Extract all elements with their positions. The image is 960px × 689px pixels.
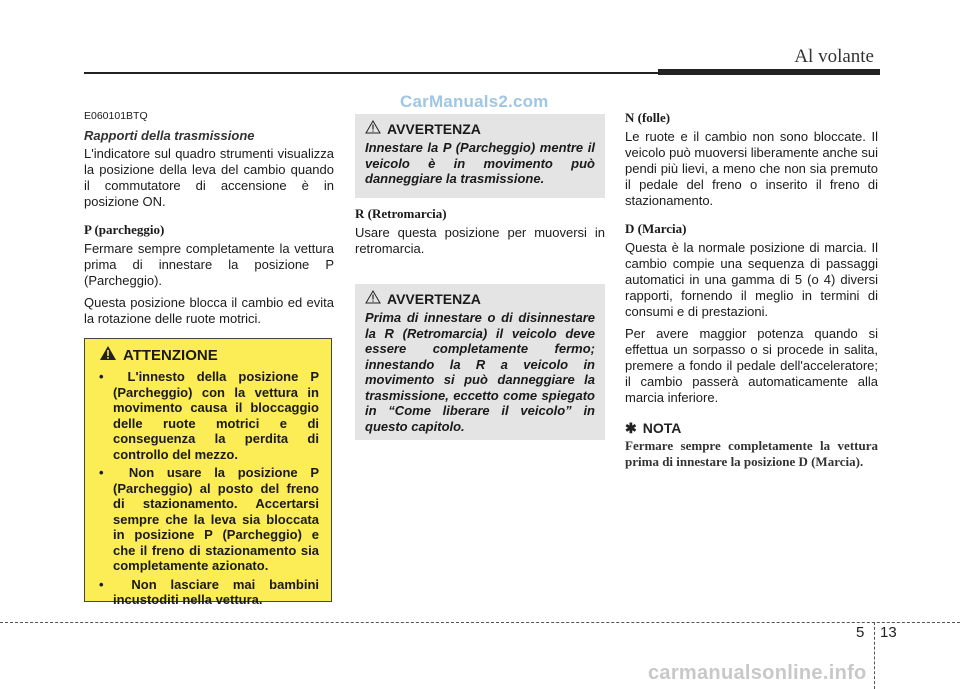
caution-list <box>99 369 319 608</box>
watermark-logo: CarManuals2.com <box>400 92 549 111</box>
caution-item: • L'innesto della posizione P (Parcheggio) con la vettura in movimento causa il bloccaggio delle ruote motrici e di conseguenza la perdita di controllo del mezzo. <box>99 369 319 462</box>
footer-watermark: carmanualsonline.info <box>648 662 867 684</box>
warning-box-2 <box>355 284 605 440</box>
warning-title: AVVERTENZA <box>365 290 595 307</box>
warning-box-1 <box>355 114 605 198</box>
section-code: E060101BTQ <box>84 110 148 122</box>
park-paragraph-1: Fermare sempre completamente la vettura prima di innestare la posizione P (Parcheggio). <box>84 241 334 288</box>
drive-heading: D (Marcia) <box>625 221 687 236</box>
caution-box <box>84 338 332 607</box>
column-1 <box>84 108 334 333</box>
warning-triangle-outline-icon <box>365 120 381 137</box>
section-subheading: Rapporti della trasmissione <box>84 128 255 143</box>
nota-body: Fermare sempre completamente la vettura prima di innestare la posizione D (Marcia). <box>625 438 878 469</box>
caution-title-text: ATTENZIONE <box>123 346 218 364</box>
footer-separator <box>874 622 875 689</box>
drive-paragraph-1: Questa è la normale posizione di marcia. Il cambio compie una sequenza di passaggi automatici in una gamma di 5 (o 4) diversi rapporti, fornendo il meglio in termini di consumi e di prestazioni. <box>625 240 878 319</box>
asterisk-icon: ✱ <box>625 420 637 436</box>
caution-title <box>99 345 319 365</box>
reverse-paragraph: Usare questa posizione per muoversi in retromarcia. <box>355 225 605 256</box>
reverse-heading: R (Retromarcia) <box>355 206 447 221</box>
warning-body: Innestare la P (Parcheggio) mentre il veicolo è in movimento può danneggiare la trasmissione. <box>365 140 595 186</box>
chapter-number: 5 <box>856 624 865 641</box>
header-rule <box>84 72 658 74</box>
footer-rule <box>0 622 960 623</box>
neutral-paragraph: Le ruote e il cambio non sono bloccate. Il veicolo può muoversi liberamente anche sui pendi più lievi, a meno che non sia premuto il pedale del freno o inserito il freno di stazionamento. <box>625 129 878 208</box>
page-header-title: Al volante <box>794 46 874 67</box>
warning-triangle-icon <box>99 345 117 365</box>
column-3 <box>625 108 878 470</box>
warning-body: Prima di innestare o di disinnestare la R (Retromarcia) il veicolo deve essere completamente fermo; innestando la R a veicolo in movimento si può danneggiare la trasmissione, eccetto come spiegato in “Come liberare il veicolo” in questo capitolo. <box>365 310 595 434</box>
park-heading: P (parcheggio) <box>84 222 165 237</box>
intro-paragraph: L'indicatore sul quadro strumenti visualizza la posizione della leva del cambio quando il commutatore di accensione è in posizione ON. <box>84 146 334 209</box>
column-2 <box>355 206 605 263</box>
drive-paragraph-2: Per avere maggior potenza quando si effettua un sorpasso o si procede in salita, premere a fondo il pedale dell'acceleratore; il cambio passerà automaticamente alla marcia inferiore. <box>625 326 878 405</box>
header-rule-thick <box>658 69 880 75</box>
warning-title: AVVERTENZA <box>365 120 595 137</box>
caution-item: • Non lasciare mai bambini incustoditi nella vettura. <box>99 576 319 607</box>
nota-title: ✱ NOTA <box>625 420 682 436</box>
caution-item: • Non usare la posizione P (Parcheggio) al posto del freno di stazionamento. Accertarsi sempre che la leva sia bloccata in posizione P (Parcheggio) e che il freno di stazionamento sia completamente azionato. <box>99 465 319 573</box>
park-paragraph-2: Questa posizione blocca il cambio ed evita la rotazione delle ruote motrici. <box>84 295 334 326</box>
warning-triangle-outline-icon <box>365 290 381 307</box>
page-number: 13 <box>880 624 897 641</box>
neutral-heading: N (folle) <box>625 110 671 125</box>
